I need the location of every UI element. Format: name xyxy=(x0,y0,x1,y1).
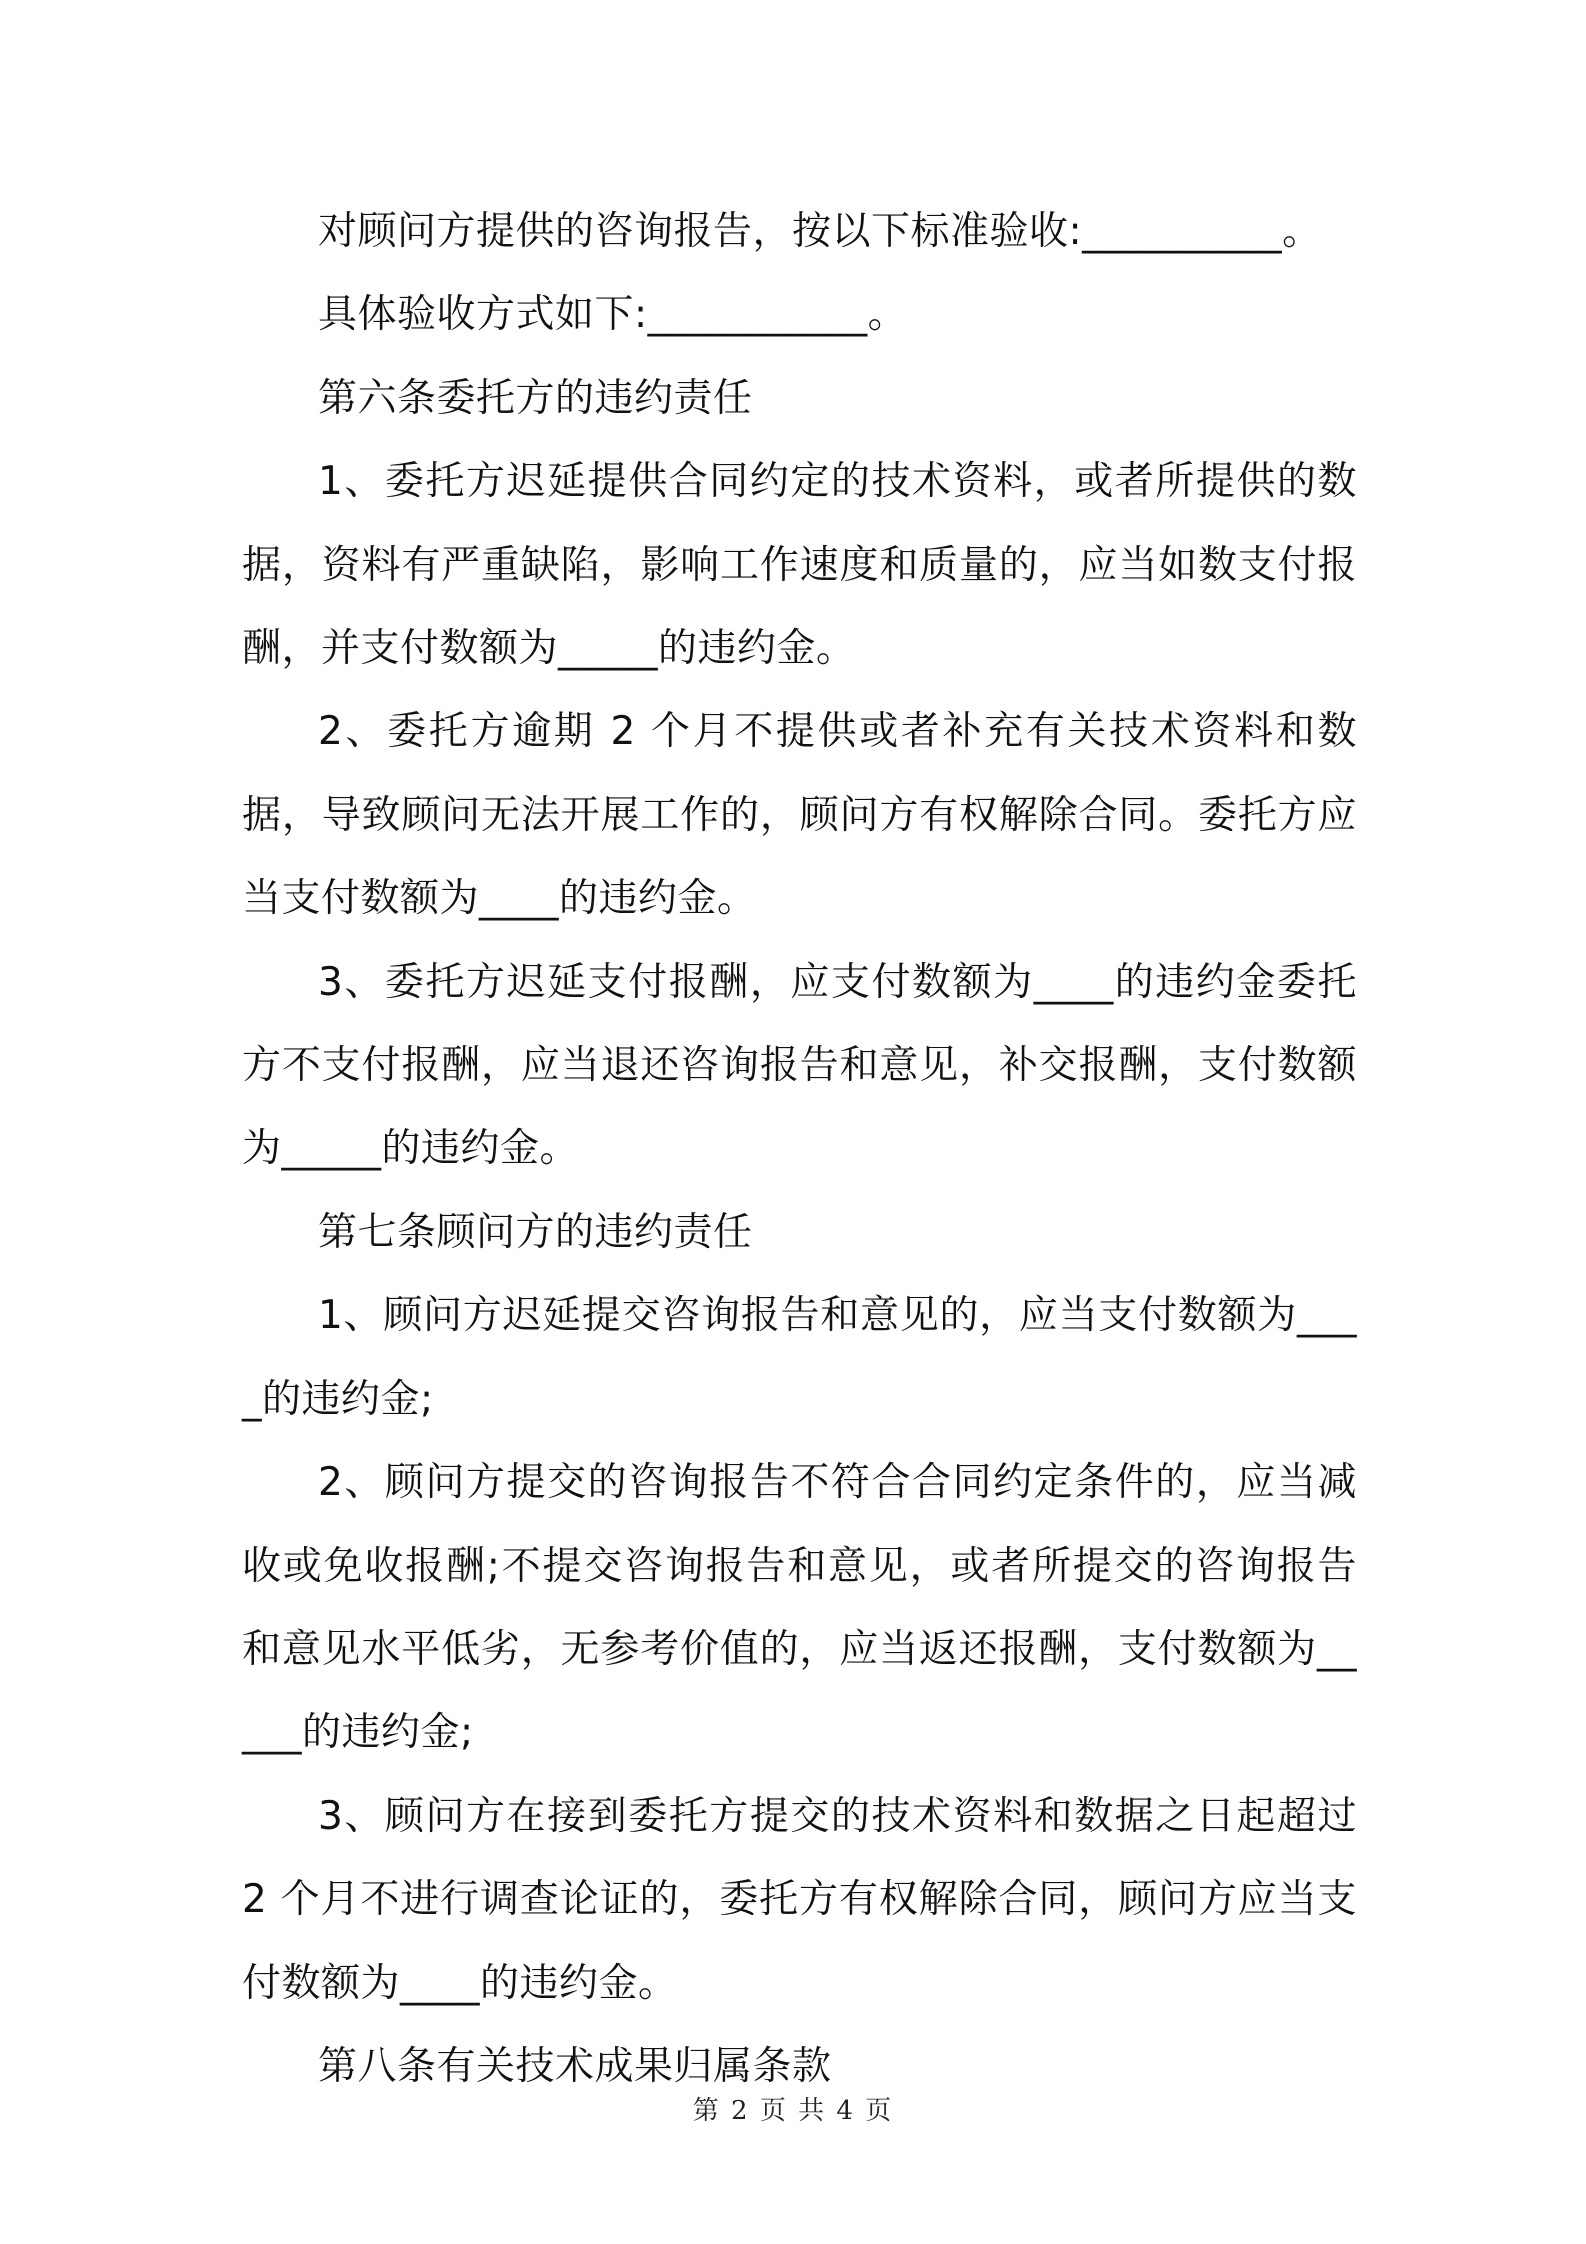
page-number-footer: 第 2 页 共 4 页 xyxy=(692,2096,894,2126)
article-8-heading: 第八条有关技术成果归属条款 xyxy=(318,2043,832,2089)
article-7-clause-3: 3、顾问方在接到委托方提交的技术资料和数据之日起超过 2 个月不进行调查论证的，委托方有权解除合同，顾问方应当支付数额为____的违约金。 xyxy=(242,1793,1357,2006)
article-7-clause-1: 1、顾问方迟延提交咨询报告和意见的，应当支付数额为____的违约金; xyxy=(242,1293,1357,1422)
paragraph-acceptance-method: 具体验收方式如下:___________。 xyxy=(318,292,908,338)
article-7-heading: 第七条顾问方的违约责任 xyxy=(318,1209,753,1255)
article-6-heading: 第六条委托方的违约责任 xyxy=(318,375,753,421)
article-6-clause-1: 1、委托方迟延提供合同约定的技术资料，或者所提供的数据，资料有严重缺陷，影响工作速度和质量的，应当如数支付报酬，并支付数额为_____的违约金。 xyxy=(242,459,1357,672)
paragraph-acceptance-standard: 对顾问方提供的咨询报告，按以下标准验收:__________。 xyxy=(318,209,1322,254)
document-body xyxy=(242,190,1357,2108)
article-6-clause-3: 3、委托方迟延支付报酬，应支付数额为____的违约金委托方不支付报酬，应当退还咨询报告和意见，补交报酬，支付数额为_____的违约金。 xyxy=(242,959,1357,1172)
article-6-clause-2: 2、委托方逾期 2 个月不提供或者补充有关技术资料和数据，导致顾问无法开展工作的，顾问方有权解除合同。委托方应当支付数额为____的违约金。 xyxy=(242,709,1357,922)
article-7-clause-2: 2、顾问方提交的咨询报告不符合合同约定条件的，应当减收或免收报酬;不提交咨询报告和意见，或者所提交的咨询报告和意见水平低劣，无参考价值的，应当返还报酬，支付数额为_____的违约金; xyxy=(242,1460,1357,1756)
